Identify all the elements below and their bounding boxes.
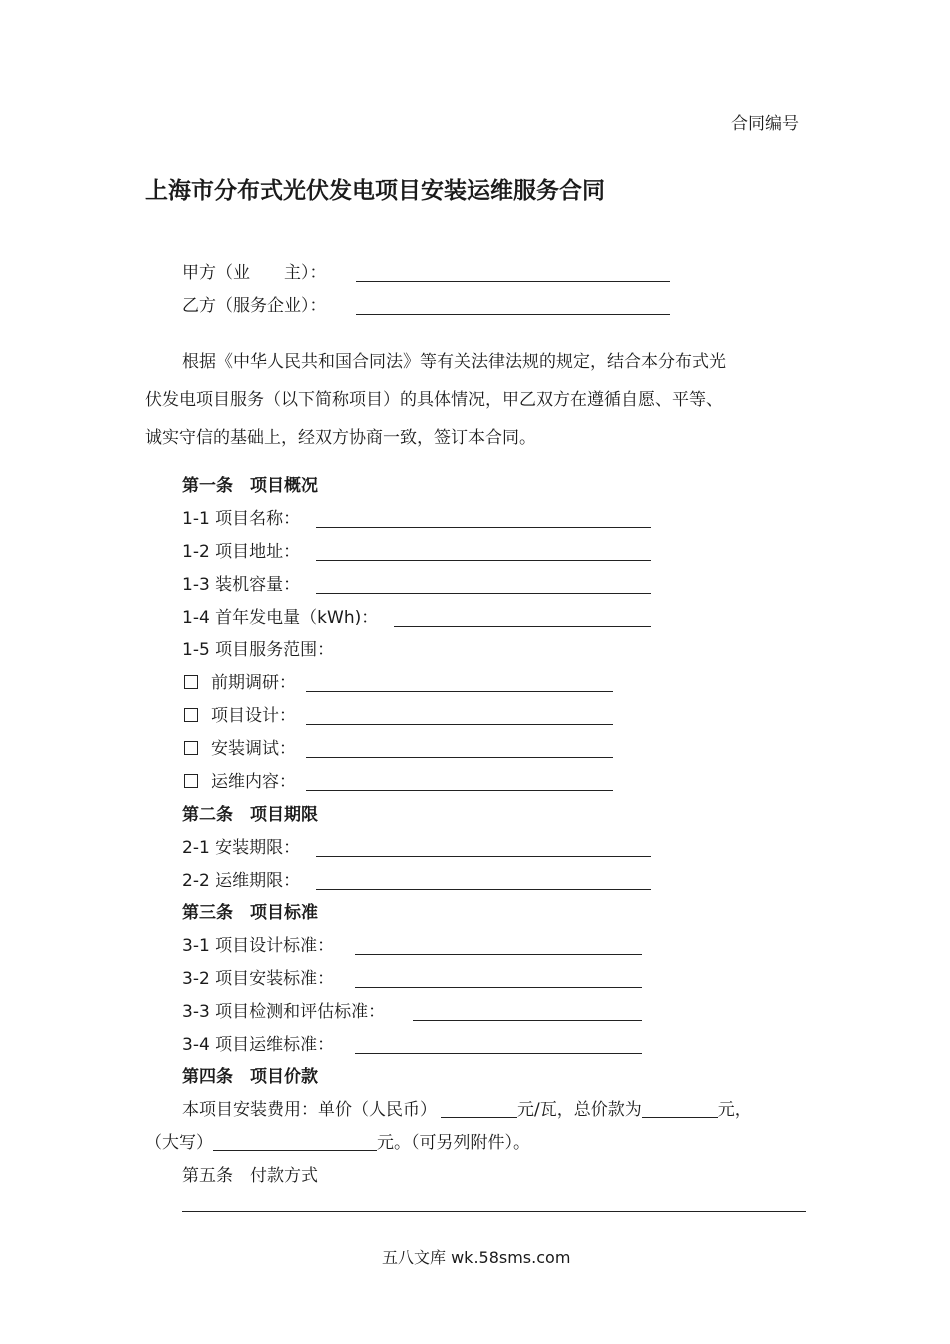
item-2-2-blank [316, 889, 651, 890]
scope-om-blank [306, 790, 613, 791]
footer-divider [182, 1211, 806, 1212]
party-b-label: 乙方（服务企业）： [182, 296, 327, 316]
article-1-heading: 第一条 项目概况 [182, 476, 318, 496]
unit-price-blank [441, 1101, 517, 1118]
price-line-2 [145, 1132, 530, 1154]
article-4-heading: 第四条 项目价款 [182, 1067, 318, 1087]
item-2-1-blank [316, 856, 651, 857]
scope-install-blank [306, 757, 613, 758]
document-title: 上海市分布式光伏发电项目安装运维服务合同 [145, 178, 605, 204]
intro-line-1: 根据《中华人民共和国合同法》等有关法律法规的规定，结合本分布式光 [182, 352, 726, 372]
checkbox-icon[interactable] [184, 675, 198, 689]
scope-design-blank [306, 724, 613, 725]
price-line-1 [182, 1099, 752, 1121]
checkbox-icon[interactable] [184, 741, 198, 755]
unit-price-label: 本项目安装费用：单价（人民币） [182, 1100, 437, 1120]
scope-om-label: 运维内容： [211, 772, 296, 792]
party-a-label: 甲方（业 主）： [182, 263, 327, 283]
item-1-3-label: 1-3 装机容量： [182, 575, 301, 595]
item-3-4-label: 3-4 项目运维标准： [182, 1035, 335, 1055]
item-1-4-blank [394, 626, 651, 627]
item-1-1-blank [316, 527, 651, 528]
footer-watermark: 五八文库 wk.58sms.com [382, 1248, 571, 1267]
item-3-4-blank [355, 1053, 642, 1054]
item-3-1-label: 3-1 项目设计标准： [182, 936, 335, 956]
checkbox-icon[interactable] [184, 774, 198, 788]
scope-om-item [184, 771, 296, 793]
scope-survey-item [184, 672, 296, 694]
item-2-2-label: 2-2 运维期限： [182, 871, 301, 891]
amount-in-words-blank [213, 1134, 377, 1151]
article-5-heading: 第五条 付款方式 [182, 1166, 318, 1186]
item-3-2-blank [355, 987, 642, 988]
scope-survey-blank [306, 691, 613, 692]
item-1-5-label: 1-5 项目服务范围： [182, 640, 335, 660]
item-3-1-blank [355, 954, 642, 955]
party-b-blank [356, 314, 670, 315]
article-2-heading: 第二条 项目期限 [182, 805, 318, 825]
item-1-2-label: 1-2 项目地址： [182, 542, 301, 562]
annex-note: 元。（可另列附件）。 [377, 1133, 530, 1153]
scope-install-label: 安装调试： [211, 739, 296, 759]
contract-number-label: 合同编号 [731, 114, 799, 134]
scope-design-label: 项目设计： [211, 706, 296, 726]
checkbox-icon[interactable] [184, 708, 198, 722]
scope-install-item [184, 738, 296, 760]
party-a-blank [356, 281, 670, 282]
item-2-1-label: 2-1 安装期限： [182, 838, 301, 858]
scope-design-item [184, 705, 296, 727]
item-1-4-label: 1-4 首年发电量（kWh)： [182, 608, 379, 628]
item-1-1-label: 1-1 项目名称： [182, 509, 301, 529]
intro-line-3: 诚实守信的基础上，经双方协商一致，签订本合同。 [145, 428, 536, 448]
total-price-blank [642, 1101, 718, 1118]
total-price-label: 元/瓦，总价款为 [517, 1100, 642, 1120]
item-1-2-blank [316, 560, 651, 561]
yuan-comma-label: 元， [717, 1100, 752, 1120]
scope-survey-label: 前期调研： [211, 673, 296, 693]
item-3-2-label: 3-2 项目安装标准： [182, 969, 335, 989]
item-3-3-blank [413, 1020, 642, 1021]
article-3-heading: 第三条 项目标准 [182, 903, 318, 923]
amount-in-words-label: （大写） [145, 1133, 213, 1153]
item-1-3-blank [316, 593, 651, 594]
intro-line-2: 伏发电项目服务（以下简称项目）的具体情况，甲乙双方在遵循自愿、平等、 [145, 390, 723, 410]
item-3-3-label: 3-3 项目检测和评估标准： [182, 1002, 386, 1022]
